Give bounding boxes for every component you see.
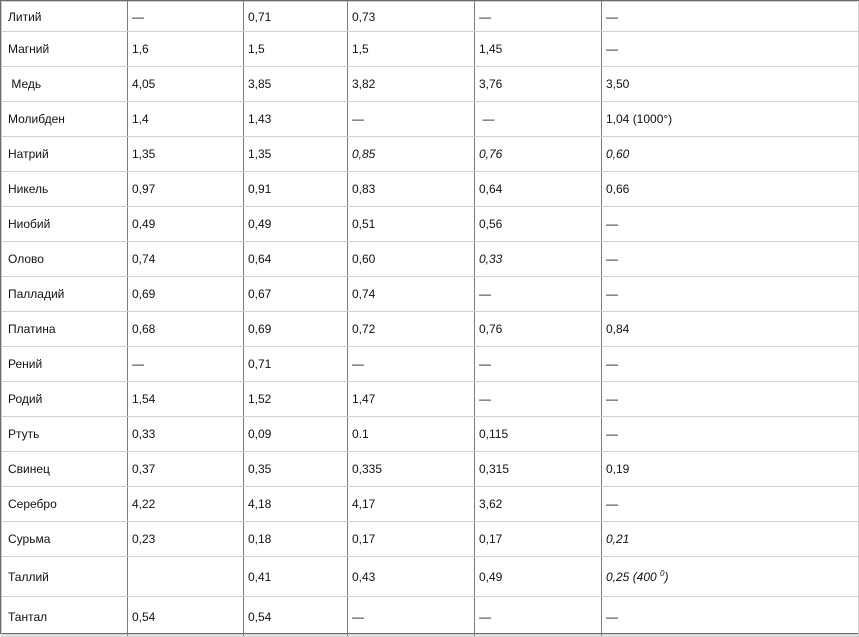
- element-name-cell: Рений: [2, 347, 128, 382]
- value-cell: 0,64: [244, 242, 348, 277]
- value-cell: —: [348, 597, 475, 637]
- value-cell: 0,49: [244, 207, 348, 242]
- value-cell: 0,83: [348, 172, 475, 207]
- table-row: [2, 452, 859, 487]
- value-cell: —: [602, 32, 859, 67]
- element-name-cell: Платина: [2, 312, 128, 347]
- table-row: [2, 242, 859, 277]
- value-cell: 0,49: [128, 207, 244, 242]
- table-row: [2, 597, 859, 637]
- element-name-cell: Сурьма: [2, 522, 128, 557]
- value-cell: [128, 557, 244, 597]
- table-row: [2, 557, 859, 597]
- table-row: [2, 277, 859, 312]
- value-cell: 0,67: [244, 277, 348, 312]
- element-name-cell: Ртуть: [2, 417, 128, 452]
- value-cell: 0,97: [128, 172, 244, 207]
- value-tail-text: ): [664, 570, 669, 584]
- value-cell: —: [602, 2, 859, 32]
- value-cell: 1,5: [348, 32, 475, 67]
- value-cell: 0,91: [244, 172, 348, 207]
- element-name-cell: Палладий: [2, 277, 128, 312]
- table-row: [2, 207, 859, 242]
- value-cell: 0,115: [475, 417, 602, 452]
- value-cell: 0,17: [348, 522, 475, 557]
- value-cell: 0,33: [128, 417, 244, 452]
- element-name-cell: Литий: [2, 2, 128, 32]
- value-cell: 4,17: [348, 487, 475, 522]
- value-cell: 0,23: [128, 522, 244, 557]
- value-cell: —: [602, 487, 859, 522]
- value-cell: 0,49: [475, 557, 602, 597]
- value-cell: 1,43: [244, 102, 348, 137]
- value-cell: 0,68: [128, 312, 244, 347]
- value-cell: 0,73: [348, 2, 475, 32]
- value-cell: 0.1: [348, 417, 475, 452]
- table-row: [2, 487, 859, 522]
- conductivity-table: [1, 1, 859, 637]
- element-name-cell: Таллий: [2, 557, 128, 597]
- value-cell: 0,21: [602, 522, 859, 557]
- value-cell: —: [475, 277, 602, 312]
- value-cell: —: [128, 2, 244, 32]
- element-name-cell: Натрий: [2, 137, 128, 172]
- value-cell: 0,85: [348, 137, 475, 172]
- value-cell: —: [602, 417, 859, 452]
- value-cell: 0,69: [244, 312, 348, 347]
- table-row: [2, 312, 859, 347]
- value-cell: —: [128, 347, 244, 382]
- element-name-cell: Магний: [2, 32, 128, 67]
- value-cell: 0,71: [244, 2, 348, 32]
- value-cell: 4,05: [128, 67, 244, 102]
- value-cell: 0,09: [244, 417, 348, 452]
- value-cell: 1,35: [128, 137, 244, 172]
- table-row: [2, 172, 859, 207]
- value-cell: —: [475, 102, 602, 137]
- value-cell: —: [348, 102, 475, 137]
- value-cell: 0,84: [602, 312, 859, 347]
- value-cell: 3,82: [348, 67, 475, 102]
- value-cell: 0,76: [475, 312, 602, 347]
- element-name-cell: Ниобий: [2, 207, 128, 242]
- element-name-cell: Тантал: [2, 597, 128, 637]
- element-name-cell: Свинец: [2, 452, 128, 487]
- table-row: [2, 347, 859, 382]
- value-cell: —: [602, 347, 859, 382]
- value-cell: 0,74: [128, 242, 244, 277]
- value-cell: —: [602, 207, 859, 242]
- value-cell: —: [348, 347, 475, 382]
- element-name-cell: Никель: [2, 172, 128, 207]
- value-cell: 1,35: [244, 137, 348, 172]
- value-cell: —: [475, 597, 602, 637]
- value-cell: 0,43: [348, 557, 475, 597]
- value-cell: 1,52: [244, 382, 348, 417]
- value-cell: 0,74: [348, 277, 475, 312]
- table-row: [2, 382, 859, 417]
- value-cell: —: [602, 597, 859, 637]
- element-name-cell: Серебро: [2, 487, 128, 522]
- element-name-cell: Олово: [2, 242, 128, 277]
- table-row: [2, 2, 859, 32]
- value-cell: 0,35: [244, 452, 348, 487]
- value-cell: 1,47: [348, 382, 475, 417]
- value-cell: 0,76: [475, 137, 602, 172]
- value-cell: 0,335: [348, 452, 475, 487]
- value-cell: 0,66: [602, 172, 859, 207]
- table-row: [2, 522, 859, 557]
- table-row: [2, 417, 859, 452]
- table-row: [2, 32, 859, 67]
- value-text: 0,25 (400: [606, 570, 661, 584]
- value-cell: —: [475, 347, 602, 382]
- value-cell: 3,76: [475, 67, 602, 102]
- value-cell: [602, 557, 859, 597]
- value-cell: 0,64: [475, 172, 602, 207]
- table-body: [2, 2, 859, 637]
- value-cell: 0,18: [244, 522, 348, 557]
- value-cell: 0,54: [244, 597, 348, 637]
- element-name-cell: Молибден: [2, 102, 128, 137]
- table-row: [2, 67, 859, 102]
- value-cell: —: [602, 277, 859, 312]
- value-cell: 0,72: [348, 312, 475, 347]
- value-cell: 3,85: [244, 67, 348, 102]
- table-row: [2, 137, 859, 172]
- value-cell: 1,54: [128, 382, 244, 417]
- value-cell: 0,19: [602, 452, 859, 487]
- value-cell: 1,45: [475, 32, 602, 67]
- value-cell: 3,62: [475, 487, 602, 522]
- value-cell: 1,4: [128, 102, 244, 137]
- value-cell: 0,41: [244, 557, 348, 597]
- value-cell: 4,18: [244, 487, 348, 522]
- value-cell: 1,04 (1000°): [602, 102, 859, 137]
- value-cell: 0,33: [475, 242, 602, 277]
- superscript-text: 0: [660, 569, 665, 578]
- value-cell: 3,50: [602, 67, 859, 102]
- value-cell: 0,60: [602, 137, 859, 172]
- value-cell: —: [602, 382, 859, 417]
- value-cell: —: [602, 242, 859, 277]
- value-cell: 0,69: [128, 277, 244, 312]
- value-cell: 0,60: [348, 242, 475, 277]
- value-cell: 0,37: [128, 452, 244, 487]
- value-cell: 0,17: [475, 522, 602, 557]
- value-cell: 1,5: [244, 32, 348, 67]
- value-cell: 0,315: [475, 452, 602, 487]
- value-cell: 0,56: [475, 207, 602, 242]
- value-cell: 4,22: [128, 487, 244, 522]
- value-cell: 0,51: [348, 207, 475, 242]
- element-name-cell: Медь: [2, 67, 128, 102]
- element-name-cell: Родий: [2, 382, 128, 417]
- value-cell: 1,6: [128, 32, 244, 67]
- value-cell: 0,54: [128, 597, 244, 637]
- value-cell: 0,71: [244, 347, 348, 382]
- table-row: [2, 102, 859, 137]
- value-cell: —: [475, 382, 602, 417]
- value-cell: —: [475, 2, 602, 32]
